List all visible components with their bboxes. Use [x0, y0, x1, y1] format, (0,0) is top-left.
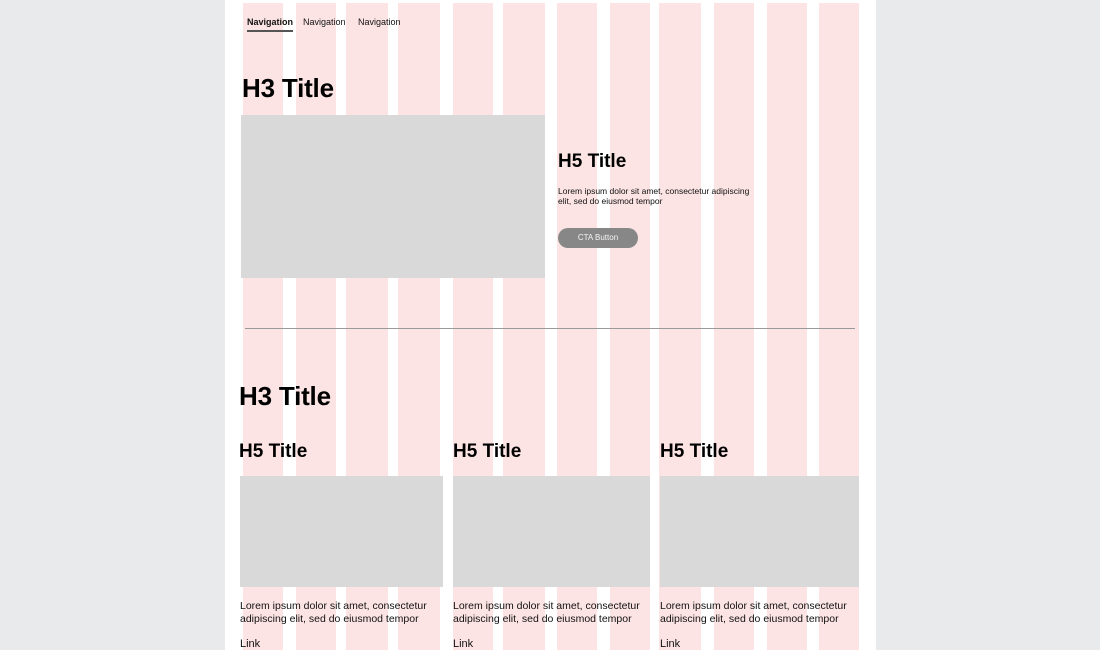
feature-card-image-placeholder — [240, 476, 443, 587]
feature-card-link[interactable]: Link — [453, 638, 474, 650]
hero-description: Lorem ipsum dolor sit amet, consectetur adipiscing elit, sed do eiusmod tempor — [558, 186, 750, 206]
section-divider — [245, 328, 855, 329]
feature-card-title: H5 Title — [660, 441, 729, 462]
nav-item-2[interactable]: Navigation — [303, 17, 346, 27]
hero-title: H3 Title — [242, 73, 334, 103]
feature-card-title: H5 Title — [239, 441, 308, 462]
artboard — [225, 0, 876, 650]
feature-card-link[interactable]: Link — [240, 638, 261, 650]
nav-item-1[interactable]: Navigation — [247, 17, 293, 32]
cta-button[interactable]: CTA Button — [558, 228, 638, 248]
feature-card-text: Lorem ipsum dolor sit amet, consectetur adipiscing elit, sed do eiusmod tempor — [453, 600, 640, 625]
hero-card-title: H5 Title — [558, 151, 627, 172]
features-title: H3 Title — [239, 381, 331, 411]
nav-item-3[interactable]: Navigation — [358, 17, 401, 27]
feature-card-link[interactable]: Link — [660, 638, 681, 650]
feature-card-text: Lorem ipsum dolor sit amet, consectetur adipiscing elit, sed do eiusmod tempor — [240, 600, 427, 625]
feature-card-text: Lorem ipsum dolor sit amet, consectetur adipiscing elit, sed do eiusmod tempor — [660, 600, 847, 625]
feature-card-image-placeholder — [660, 476, 859, 587]
page-content — [225, 0, 876, 650]
hero-image-placeholder — [241, 115, 545, 278]
feature-card-title: H5 Title — [453, 441, 522, 462]
feature-card-image-placeholder — [453, 476, 650, 587]
